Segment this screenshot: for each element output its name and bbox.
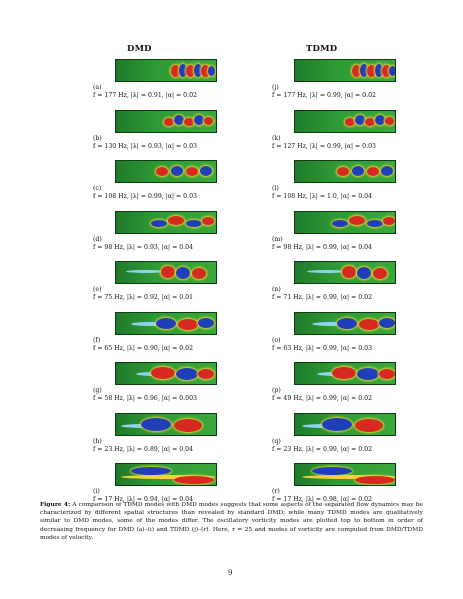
vorticity-structure [186, 167, 198, 176]
mode-panel-e [93, 261, 283, 316]
vorticity-structure [355, 115, 365, 125]
vorticity-structure [367, 167, 379, 176]
panel-stats: f = 58 Hz, |λ| = 0.96, |α| = 0.003 [93, 395, 197, 402]
vorticity-structure [337, 167, 349, 176]
vorticity-structure [198, 318, 214, 328]
vorticity-structure [359, 319, 379, 330]
mode-panel-h [93, 413, 283, 468]
vorticity-mode-image [115, 312, 217, 335]
vorticity-structure [367, 220, 383, 227]
vorticity-structure [194, 115, 204, 125]
vorticity-structure [151, 220, 167, 227]
panel-letter: (a) [93, 84, 102, 91]
vorticity-structure [379, 369, 395, 379]
panel-letter: (b) [93, 134, 102, 142]
vorticity-mode-image [115, 413, 217, 436]
vorticity-structure [174, 476, 214, 484]
vorticity-structure [186, 220, 202, 227]
panel-stats: f = 108 Hz, |λ| = 1.0, |α| = 0.04 [272, 193, 373, 200]
vorticity-structure [192, 268, 206, 279]
vorticity-structure [161, 266, 175, 278]
vorticity-structure [345, 118, 355, 126]
vorticity-structure [178, 319, 198, 330]
vorticity-structure [151, 367, 175, 379]
vorticity-mode-image [294, 463, 396, 486]
panel-stats: f = 127 Hz, |λ| = 0.99, |α| = 0.03 [272, 142, 376, 150]
vorticity-mode-image [115, 362, 217, 385]
panel-stats: f = 75 Hz, |λ| = 0.92, |α| = 0.01 [93, 294, 194, 301]
vorticity-structure [164, 118, 174, 126]
mode-panel-b [93, 110, 283, 165]
figure-caption-text: A comparison of TDMD modes with DMD modes suggests that some aspects of the separated flow dynamics may be characterized by different spatial structures than revealed by standard DMD; while many TDMD modes are qualitatively similar to DMD modes, some of the modes differ. The oscillatory vorticity modes are plotted top to bottom in order of decreasing frequency for DMD (a)–(i) and TDMD (j)–(r). Here, r = 25 and modes of vorticity are computed from DMD/TDMD modes of velocity. [40, 502, 423, 541]
panel-stats: f = 177 Hz, |λ| = 0.91, |α| = 0.02 [93, 92, 197, 99]
vorticity-structure [373, 268, 387, 279]
mode-panel-o [272, 312, 462, 367]
mode-panel-a [93, 59, 283, 114]
vorticity-mode-image [294, 362, 396, 385]
vorticity-mode-image [294, 312, 396, 335]
panel-stats: f = 130 Hz, |λ| = 0.93, |α| = 0.03 [93, 142, 197, 150]
vorticity-structure [171, 166, 183, 176]
vorticity-structure [381, 166, 393, 176]
vorticity-mode-image [294, 261, 396, 284]
vorticity-structure [141, 418, 171, 431]
panel-letter: (o) [272, 336, 281, 344]
vorticity-structure [307, 270, 347, 273]
vorticity-structure [204, 117, 213, 125]
panel-stats: f = 98 Hz, |λ| = 0.93, |α| = 0.04 [93, 243, 194, 251]
vorticity-structure [126, 270, 166, 273]
panel-stats: f = 98 Hz, |λ| = 0.99, |α| = 0.04 [272, 243, 373, 251]
vorticity-structure [184, 118, 194, 126]
figure-caption [40, 501, 423, 542]
vorticity-structure [357, 267, 371, 279]
panel-letter: (l) [272, 185, 279, 192]
vorticity-structure [375, 115, 385, 125]
mode-panel-k [272, 110, 462, 165]
panel-letter: (f) [93, 336, 101, 344]
vorticity-mode-image [294, 110, 396, 133]
panel-letter: (p) [272, 387, 281, 394]
vorticity-structure [355, 419, 383, 432]
mode-panel-j [272, 59, 462, 114]
panel-stats: f = 177 Hz, |λ| = 0.99, |α| = 0.02 [272, 92, 376, 99]
panel-stats: f = 17 Hz, |λ| = 0.98, |α| = 0.02 [272, 496, 373, 503]
vorticity-mode-image [115, 261, 217, 284]
vorticity-mode-image [294, 211, 396, 234]
vorticity-structure [131, 467, 171, 475]
panel-stats: f = 71 Hz, |λ| = 0.99, |α| = 0.02 [272, 294, 373, 301]
vorticity-mode-image [294, 413, 396, 436]
vorticity-structure [379, 318, 395, 328]
vorticity-structure [208, 66, 215, 76]
panel-letter: (c) [93, 185, 102, 192]
panel-letter: (e) [93, 286, 102, 293]
vorticity-structure [352, 166, 364, 176]
vorticity-mode-image [115, 211, 217, 234]
mode-panel-m [272, 211, 462, 266]
panel-letter: (j) [272, 84, 279, 91]
vorticity-mode-image [115, 59, 217, 82]
panel-letter: (h) [93, 437, 102, 445]
vorticity-structure [156, 318, 176, 329]
vorticity-structure [202, 217, 214, 225]
panel-letter: (n) [272, 286, 281, 293]
vorticity-structure [332, 220, 348, 227]
vorticity-mode-image [115, 463, 217, 486]
mode-panel-q [272, 413, 462, 468]
panel-stats: f = 108 Hz, |λ| = 0.99, |α| = 0.03 [93, 193, 197, 200]
vorticity-structure [385, 117, 394, 125]
vorticity-structure [365, 118, 375, 126]
dmd-column-header: DMD [127, 44, 152, 54]
panel-letter: (r) [272, 488, 280, 495]
vorticity-structure [355, 476, 395, 484]
vorticity-structure [156, 167, 168, 176]
vorticity-structure [176, 368, 198, 380]
vorticity-structure [176, 267, 190, 279]
vorticity-structure [198, 369, 214, 379]
mode-panel-f [93, 312, 283, 367]
page-number: 9 [228, 569, 233, 577]
panel-letter: (d) [93, 235, 102, 243]
panel-stats: f = 17 Hz, |λ| = 0.94, |α| = 0.04 [93, 496, 194, 503]
panel-letter: (q) [272, 437, 281, 445]
vorticity-structure [174, 419, 202, 432]
panel-letter: (k) [272, 134, 281, 142]
vorticity-structure [312, 467, 352, 475]
vorticity-structure [322, 418, 352, 431]
panel-stats: f = 23 Hz, |λ| = 0.89, |α| = 0.04 [93, 445, 194, 453]
mode-panel-l [272, 160, 462, 215]
vorticity-structure [337, 318, 357, 329]
vorticity-structure [389, 66, 396, 76]
vorticity-structure [357, 368, 379, 380]
panel-letter: (g) [93, 387, 102, 394]
panel-stats: f = 23 Hz, |λ| = 0.99, |α| = 0.02 [272, 445, 373, 453]
panel-stats: f = 49 Hz, |λ| = 0.99, |α| = 0.02 [272, 395, 373, 402]
vorticity-structure [200, 166, 212, 176]
figure-caption-label: Figure 4: [40, 501, 71, 508]
vorticity-mode-image [294, 59, 396, 82]
mode-panel-p [272, 362, 462, 417]
mode-panel-d [93, 211, 283, 266]
vorticity-structure [168, 216, 184, 225]
mode-panel-c [93, 160, 283, 215]
tdmd-column-header: TDMD [306, 44, 338, 54]
panel-letter: (i) [93, 488, 100, 495]
vorticity-structure [174, 115, 184, 125]
panel-stats: f = 63 Hz, |λ| = 0.99, |α| = 0.03 [272, 344, 373, 352]
panel-stats: f = 65 Hz, |λ| = 0.90, |α| = 0.02 [93, 344, 194, 352]
vorticity-mode-image [115, 160, 217, 183]
vorticity-mode-image [294, 160, 396, 183]
vorticity-structure [342, 266, 356, 278]
panel-letter: (m) [272, 235, 283, 243]
vorticity-structure [349, 216, 365, 225]
vorticity-mode-image [115, 110, 217, 133]
vorticity-structure [383, 217, 395, 225]
mode-panel-g [93, 362, 283, 417]
mode-panel-n [272, 261, 462, 316]
vorticity-structure [332, 367, 356, 379]
